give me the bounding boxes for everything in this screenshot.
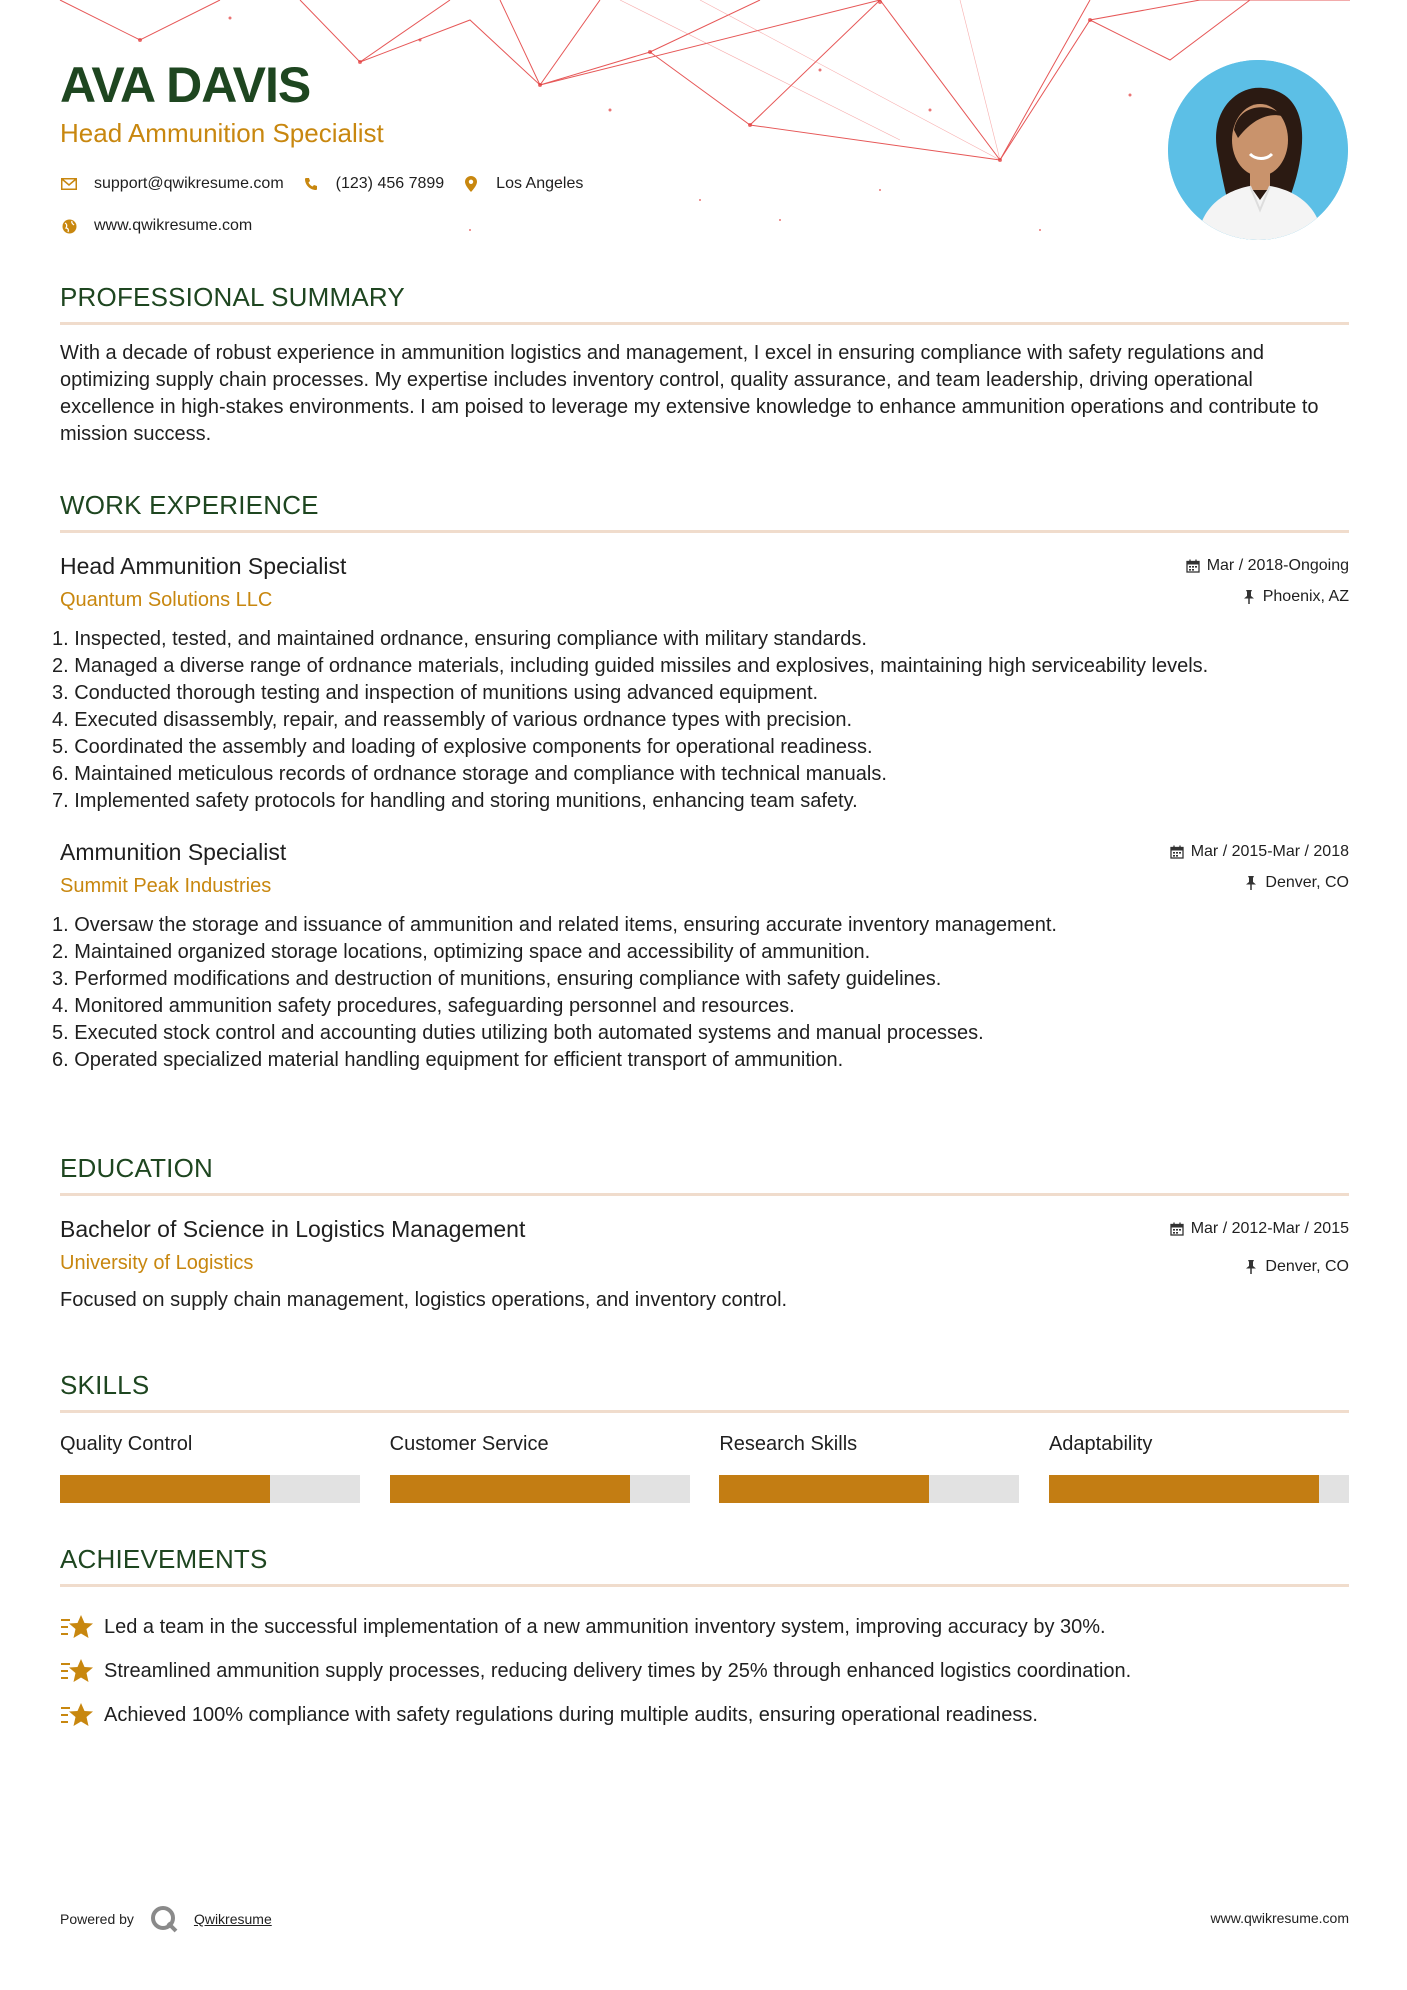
- powered-by-label: Powered by: [60, 1911, 134, 1927]
- list-item: 3. Conducted thorough testing and inspection of munitions using advanced equipment.: [52, 682, 819, 704]
- contact-row: [60, 214, 601, 238]
- skill-level-fill: [60, 1475, 270, 1503]
- skill-level-bar: [1049, 1475, 1349, 1503]
- pushpin-icon: [1241, 589, 1257, 605]
- skill-name: Research Skills: [719, 1433, 858, 1455]
- achievement-item: [60, 1649, 1349, 1693]
- summary-text: With a decade of robust experience in ammunition logistics and management, I excel in ensuring compliance with safety regulations and optimizing supply chain processes. My expertise includes inventory control, quality assurance, and team leadership, driving operational excellence in high-stakes environments. I am poised to leverage my extensive knowledge to enhance ammunition operations and contribute to mission success.: [60, 342, 1319, 445]
- education-heading: EDUCATION: [60, 1153, 213, 1183]
- school-name: University of Logistics: [60, 1252, 254, 1274]
- section-divider: [60, 1584, 1349, 1587]
- website-text: www.qwikresume.com: [94, 217, 253, 234]
- skill-level-bar: [390, 1475, 690, 1503]
- calendar-icon: [1169, 1221, 1185, 1237]
- email-text: support@qwikresume.com: [94, 175, 284, 192]
- skill-name: Adaptability: [1048, 1433, 1153, 1455]
- location-text: Phoenix, AZ: [1262, 588, 1349, 605]
- map-pin-icon: [462, 175, 480, 193]
- profile-photo: [1168, 60, 1348, 240]
- phone-icon: [302, 175, 320, 193]
- summary-heading: PROFESSIONAL SUMMARY: [60, 282, 405, 312]
- job-entry: [52, 553, 1349, 815]
- experience-section: [52, 490, 1349, 1074]
- job-meta: [1185, 557, 1349, 619]
- achievement-item: [60, 1605, 1349, 1649]
- skill-level-fill: [1049, 1475, 1319, 1503]
- skill-level-fill: [390, 1475, 630, 1503]
- achievements-list: [60, 1605, 1349, 1737]
- job-bullets: [52, 626, 1349, 815]
- achievement-text: Streamlined ammunition supply processes, reducing delivery times by 25% through enhanced logistics coordination.: [104, 1659, 1132, 1682]
- contact-website[interactable]: [60, 217, 252, 235]
- list-item: 1. Oversaw the storage and issuance of ammunition and related items, ensuring accurate inventory management.: [52, 914, 1057, 936]
- achievement-item: [60, 1693, 1349, 1737]
- candidate-headline: Head Ammunition Specialist: [60, 118, 384, 148]
- section-divider: [60, 1193, 1349, 1196]
- list-item: 1. Inspected, tested, and maintained ordnance, ensuring compliance with military standards.: [52, 628, 867, 650]
- skill-name: Quality Control: [60, 1433, 193, 1455]
- star-icon: [60, 1700, 94, 1730]
- achievements-heading: ACHIEVEMENTS: [60, 1544, 268, 1574]
- summary-section: [60, 282, 1349, 448]
- education-description: Focused on supply chain management, logistics operations, and inventory control.: [60, 1289, 788, 1311]
- globe-icon: [60, 217, 78, 235]
- job-company: Summit Peak Industries: [60, 875, 272, 897]
- education-location: [1169, 1258, 1349, 1276]
- pushpin-icon: [1243, 1259, 1259, 1275]
- dates-text: Mar / 2018-Ongoing: [1206, 557, 1349, 574]
- achievement-text: Led a team in the successful implementation of a new ammunition inventory system, improving accuracy by 30%.: [104, 1615, 1106, 1638]
- list-item: 7. Implemented safety protocols for handling and storing munitions, enhancing team safety.: [52, 790, 858, 812]
- dates-text: Mar / 2012-Mar / 2015: [1190, 1220, 1349, 1237]
- achievement-text: Achieved 100% compliance with safety regulations during multiple audits, ensuring operational readiness.: [104, 1703, 1038, 1726]
- contact-location: [462, 175, 583, 193]
- skill-item: [390, 1433, 690, 1503]
- job-dates: [1169, 843, 1349, 861]
- footer-url[interactable]: www.qwikresume.com: [1210, 1910, 1349, 1926]
- skill-item: [1049, 1433, 1349, 1503]
- star-icon: [60, 1612, 94, 1642]
- education-dates: [1169, 1220, 1349, 1238]
- contact-phone[interactable]: [302, 175, 445, 193]
- degree-title: Bachelor of Science in Logistics Management: [60, 1216, 526, 1242]
- job-title: Ammunition Specialist: [60, 839, 287, 865]
- list-item: 2. Managed a diverse range of ordnance materials, including guided missiles and explosives, maintaining high serviceability levels.: [52, 655, 1209, 677]
- job-location: [1169, 874, 1349, 892]
- list-item: 5. Executed stock control and accounting duties utilizing both automated systems and manual processes.: [52, 1022, 984, 1044]
- job-company: Quantum Solutions LLC: [60, 589, 273, 611]
- qwikresume-link[interactable]: Qwikresume: [193, 1911, 272, 1927]
- skill-item: [60, 1433, 360, 1503]
- section-divider: [60, 322, 1349, 325]
- dates-text: Mar / 2015-Mar / 2018: [1190, 843, 1349, 860]
- list-item: 3. Performed modifications and destruction of munitions, ensuring compliance with safety guidelines.: [52, 968, 942, 990]
- candidate-name: AVA DAVIS: [60, 57, 311, 113]
- footer: [60, 1904, 1349, 1934]
- skills-list: [60, 1433, 1349, 1503]
- list-item: 4. Executed disassembly, repair, and reassembly of various ordnance types with precision.: [52, 709, 853, 731]
- achievements-section: [60, 1544, 1349, 1737]
- job-meta: [1169, 843, 1349, 905]
- section-divider: [60, 530, 1349, 533]
- job-location: [1185, 588, 1349, 606]
- star-icon: [60, 1656, 94, 1686]
- list-item: 4. Monitored ammunition safety procedures, safeguarding personnel and resources.: [52, 995, 795, 1017]
- job-entry: [52, 839, 1349, 1074]
- location-text: Denver, CO: [1265, 874, 1349, 891]
- skill-level-fill: [719, 1475, 929, 1503]
- skill-item: [719, 1433, 1019, 1503]
- skill-level-bar: [719, 1475, 1019, 1503]
- list-item: 6. Operated specialized material handling equipment for efficient transport of ammunition.: [52, 1049, 844, 1071]
- job-bullets: [52, 912, 1349, 1074]
- contact-email[interactable]: [60, 175, 284, 193]
- education-meta: [1169, 1220, 1349, 1289]
- location-text: Denver, CO: [1265, 1258, 1349, 1275]
- job-dates: [1185, 557, 1349, 575]
- calendar-icon: [1169, 844, 1185, 860]
- contact-row: [60, 172, 601, 196]
- experience-heading: WORK EXPERIENCE: [60, 490, 319, 520]
- list-item: 6. Maintained meticulous records of ordnance storage and compliance with technical manuals.: [52, 763, 887, 785]
- education-entry: [60, 1216, 1349, 1312]
- location-text: Los Angeles: [496, 175, 584, 192]
- section-divider: [60, 1410, 1349, 1413]
- contact-info: [60, 172, 601, 256]
- list-item: 5. Coordinated the assembly and loading of explosive components for operational readiness.: [52, 736, 873, 758]
- skills-section: [60, 1370, 1349, 1503]
- skill-level-bar: [60, 1475, 360, 1503]
- skill-name: Customer Service: [389, 1433, 549, 1455]
- calendar-icon: [1185, 558, 1201, 574]
- pushpin-icon: [1243, 875, 1259, 891]
- list-item: 2. Maintained organized storage locations, optimizing space and accessibility of ammunition.: [52, 941, 871, 963]
- education-section: [60, 1153, 1349, 1312]
- job-title: Head Ammunition Specialist: [60, 553, 347, 579]
- phone-text: (123) 456 7899: [335, 175, 445, 192]
- qwikresume-logo-icon: [149, 1904, 179, 1934]
- skills-heading: SKILLS: [60, 1370, 150, 1400]
- envelope-icon: [60, 175, 78, 193]
